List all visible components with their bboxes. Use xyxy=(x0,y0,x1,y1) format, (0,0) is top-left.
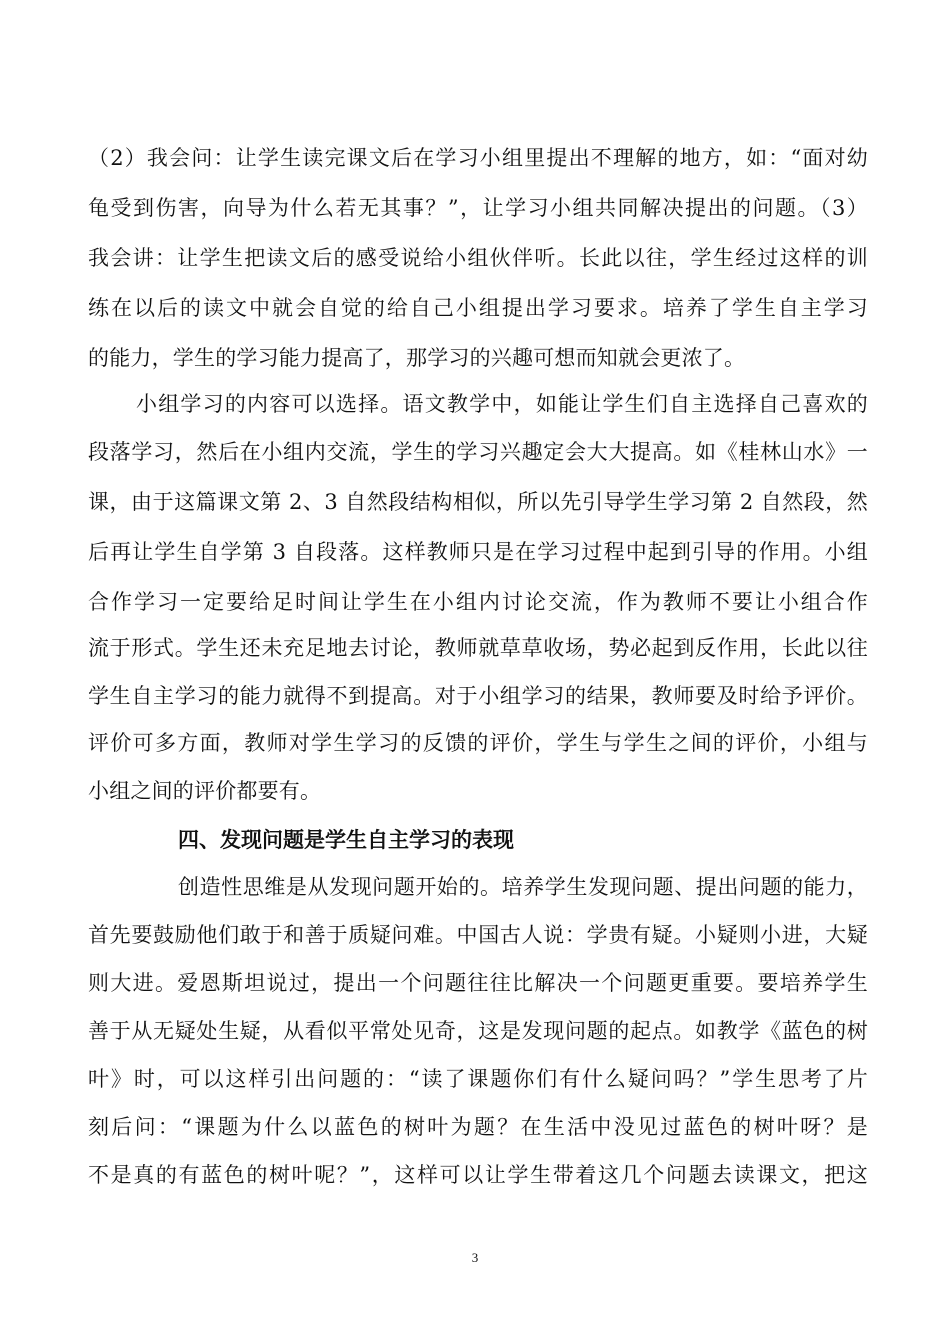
text-line: 小组之间的评价都要有。 xyxy=(88,779,322,803)
text-line: 课，由于这篇课文第 2、3 自然段结构相似，所以先引导学生学习第 2 自然段，然 xyxy=(88,490,868,514)
text-line: 则大进。爱恩斯坦说过，提出一个问题往往比解决一个问题更重要。要培养学生 xyxy=(88,971,868,995)
page-number: 3 xyxy=(471,1250,479,1265)
text-line: 首先要鼓励他们敢于和善于质疑问难。中国古人说：学贵有疑。小疑则小进，大疑 xyxy=(88,923,868,947)
text-line: 流于形式。学生还未充足地去讨论，教师就草草收场，势必起到反作用，长此以往 xyxy=(88,636,868,660)
text-line: 后再让学生自学第 3 自段落。这样教师只是在学习过程中起到引导的作用。小组 xyxy=(88,540,868,564)
text-line: 学生自主学习的能力就得不到提高。对于小组学习的结果，教师要及时给予评价。 xyxy=(88,684,868,708)
text-line: （2）我会问：让学生读完课文后在学习小组里提出不理解的地方，如：“面对幼 xyxy=(88,146,868,170)
text-line: 评价可多方面，教师对学生学习的反馈的评价，学生与学生之间的评价，小组与 xyxy=(88,731,868,755)
text-line: 合作学习一定要给足时间让学生在小组内讨论交流，作为教师不要让小组合作 xyxy=(88,590,868,614)
text-line: 的能力，学生的学习能力提高了，那学习的兴趣可想而知就会更浓了。 xyxy=(88,346,746,370)
text-line: 创造性思维是从发现问题开始的。培养学生发现问题、提出问题的能力， xyxy=(178,875,868,899)
text-line: 叶》时，可以这样引出问题的：“读了课题你们有什么疑问吗？”学生思考了片 xyxy=(88,1067,868,1091)
text-line: 段落学习，然后在小组内交流，学生的学习兴趣定会大大提高。如《桂林山水》一 xyxy=(88,440,868,464)
text-line: 刻后问：“课题为什么以蓝色的树叶为题？在生活中没见过蓝色的树叶呀？是 xyxy=(88,1115,868,1139)
text-line: 龟受到伤害，向导为什么若无其事？”，让学习小组共同解决提出的问题。（3） xyxy=(88,196,868,220)
text-line: 我会讲：让学生把读文后的感受说给小组伙伴听。长此以往，学生经过这样的训 xyxy=(88,246,868,270)
section-heading: 四、发现问题是学生自主学习的表现 xyxy=(178,828,514,852)
text-line: 练在以后的读文中就会自觉的给自己小组提出学习要求。培养了学生自主学习 xyxy=(88,296,868,320)
text-line: 善于从无疑处生疑，从看似平常处见奇，这是发现问题的起点。如教学《蓝色的树 xyxy=(88,1019,868,1043)
text-line: 小组学习的内容可以选择。语文教学中，如能让学生们自主选择自己喜欢的 xyxy=(136,392,868,416)
text-line: 不是真的有蓝色的树叶呢？”，这样可以让学生带着这几个问题去读课文，把这 xyxy=(88,1163,868,1187)
